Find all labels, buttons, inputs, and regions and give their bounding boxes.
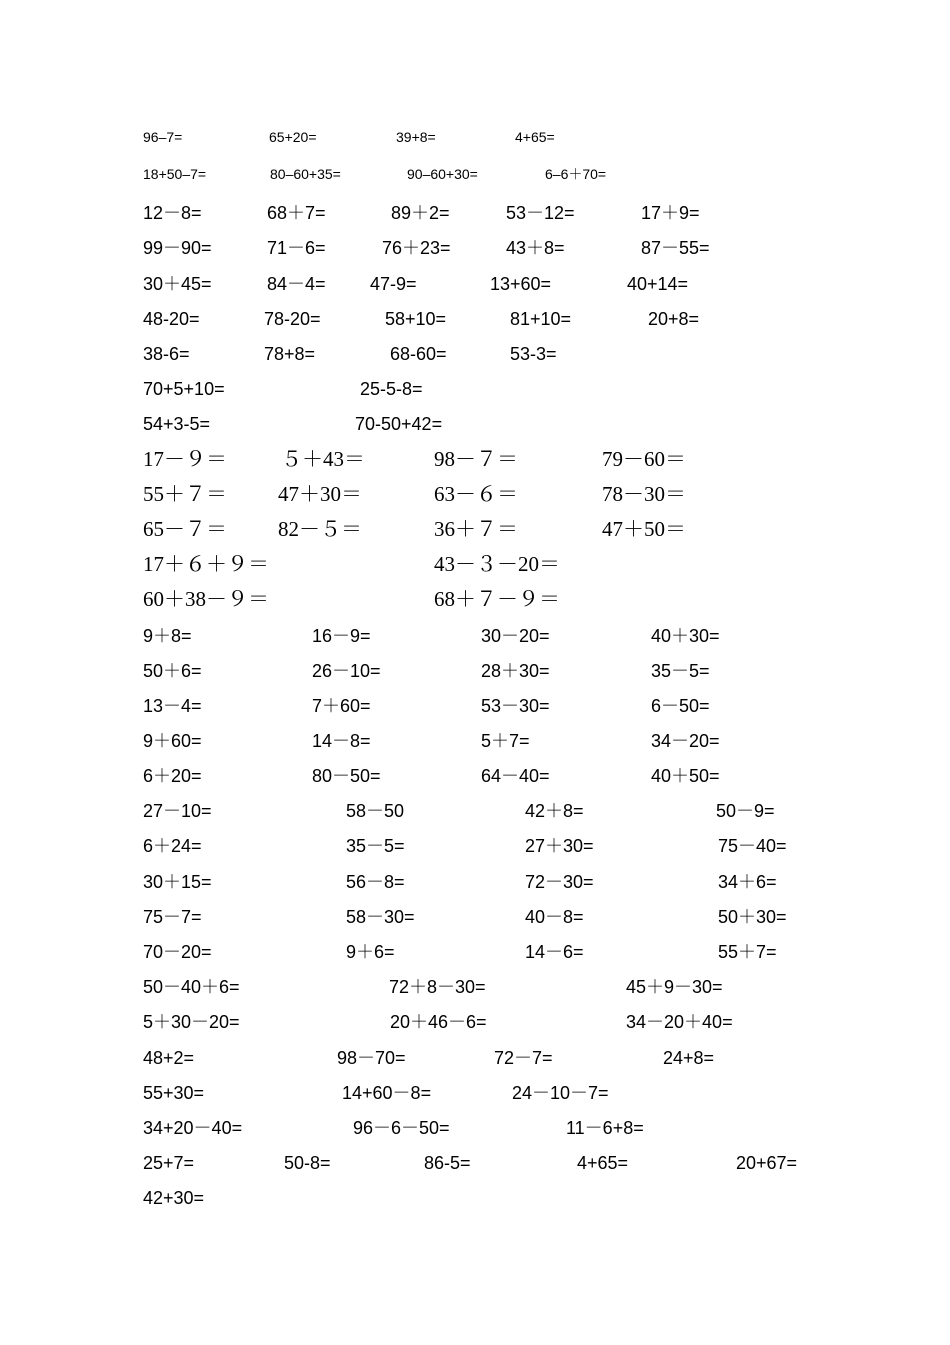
problem-row	[0, 482, 950, 512]
math-problem: 43－３－20＝	[434, 552, 560, 576]
math-problem: 58－30=	[346, 907, 415, 927]
math-problem: 68-60=	[390, 344, 447, 364]
math-problem: 42＋8=	[525, 801, 584, 821]
problem-row	[0, 587, 950, 617]
math-problem: 14+60－8=	[342, 1083, 432, 1103]
math-problem: 55+30=	[143, 1083, 205, 1103]
math-problem: 30＋45=	[143, 274, 212, 294]
problem-row	[0, 799, 950, 829]
math-problem: 60＋38－９＝	[143, 587, 269, 611]
math-problem: 20+67=	[736, 1153, 798, 1173]
math-problem: 34－20＋40=	[626, 1012, 733, 1032]
math-problem: 24－10－7=	[512, 1083, 609, 1103]
math-problem: 38-6=	[143, 344, 190, 364]
math-problem: 50＋30=	[718, 907, 787, 927]
math-problem: 9＋6=	[346, 942, 395, 962]
math-problem: 9＋60=	[143, 731, 202, 751]
math-problem: 13－4=	[143, 696, 202, 716]
math-problem: 24+8=	[663, 1048, 715, 1068]
math-problem: 36＋７＝	[434, 517, 518, 541]
problem-row	[0, 552, 950, 582]
math-problem: 84－4=	[267, 274, 326, 294]
math-problem: 75－40=	[718, 836, 787, 856]
math-problem: 35－5=	[346, 836, 405, 856]
math-problem: 48+2=	[143, 1048, 195, 1068]
math-problem: 72－7=	[494, 1048, 553, 1068]
math-problem: 53－30=	[481, 696, 550, 716]
math-problem: 72＋8－30=	[389, 977, 486, 997]
math-problem: 86-5=	[424, 1153, 471, 1173]
problem-row	[0, 1010, 950, 1040]
math-problem: 45＋9－30=	[626, 977, 723, 997]
math-problem: 34＋6=	[718, 872, 777, 892]
problem-row	[0, 905, 950, 935]
math-problem: 12－8=	[143, 203, 202, 223]
math-problem: 40＋30=	[651, 626, 720, 646]
problem-row	[0, 377, 950, 407]
math-problem: 17－９＝	[143, 447, 227, 471]
math-problem: 40－8=	[525, 907, 584, 927]
problem-row	[0, 412, 950, 442]
math-problem: 30－20=	[481, 626, 550, 646]
math-problem: 42+30=	[143, 1188, 205, 1208]
problem-row	[0, 729, 950, 759]
problem-row	[0, 940, 950, 970]
math-problem: 71－6=	[267, 238, 326, 258]
math-problem: 5＋7=	[481, 731, 530, 751]
math-problem: 47＋30＝	[278, 482, 362, 506]
math-problem: 4+65=	[515, 129, 555, 145]
problem-row	[0, 307, 950, 337]
math-problem: 63－６＝	[434, 482, 518, 506]
math-problem: 70－20=	[143, 942, 212, 962]
math-problem: 40+14=	[627, 274, 689, 294]
math-problem: 7＋60=	[312, 696, 371, 716]
math-problem: 26－10=	[312, 661, 381, 681]
math-problem: 65+20=	[269, 129, 317, 145]
math-problem: 43＋8=	[506, 238, 565, 258]
math-problem: 14－8=	[312, 731, 371, 751]
math-problem: 50－40＋6=	[143, 977, 240, 997]
problem-row	[0, 659, 950, 689]
math-problem: 39+8=	[396, 129, 436, 145]
math-problem: 65－７＝	[143, 517, 227, 541]
math-problem: 68＋７－９＝	[434, 587, 560, 611]
math-problem: 78-20=	[264, 309, 321, 329]
math-problem: 53－12=	[506, 203, 575, 223]
math-problem: 13+60=	[490, 274, 552, 294]
math-problem: 75－7=	[143, 907, 202, 927]
math-problem: 25-5-8=	[360, 379, 423, 399]
problem-row	[0, 624, 950, 654]
math-problem: 87－55=	[641, 238, 710, 258]
math-problem: 6＋24=	[143, 836, 202, 856]
math-problem: 40＋50=	[651, 766, 720, 786]
math-problem: 17＋9=	[641, 203, 700, 223]
math-problem: 68＋7=	[267, 203, 326, 223]
problem-row	[0, 1081, 950, 1111]
math-problem: 80–60+35=	[270, 166, 341, 182]
problem-row	[0, 870, 950, 900]
math-problem: 89＋2=	[391, 203, 450, 223]
math-problem: 50－9=	[716, 801, 775, 821]
math-problem: 27－10=	[143, 801, 212, 821]
math-problem: 35－5=	[651, 661, 710, 681]
problem-row	[0, 834, 950, 864]
math-problem: 54+3-5=	[143, 414, 211, 434]
math-problem: 27＋30=	[525, 836, 594, 856]
math-problem: 17＋６＋９＝	[143, 552, 269, 576]
math-problem: 9＋8=	[143, 626, 192, 646]
problem-row	[0, 272, 950, 302]
problem-row	[0, 975, 950, 1005]
problem-row	[0, 1046, 950, 1076]
math-problem: 98－７＝	[434, 447, 518, 471]
problem-row	[0, 1186, 950, 1216]
problem-row	[0, 694, 950, 724]
problem-row	[0, 1151, 950, 1181]
math-problem: 11－6+8=	[566, 1118, 644, 1138]
math-problem: 16－9=	[312, 626, 371, 646]
math-problem: 50-8=	[284, 1153, 331, 1173]
math-problem: 30＋15=	[143, 872, 212, 892]
math-problem: 96–7=	[143, 129, 183, 145]
problem-row	[0, 164, 950, 194]
math-problem: 34－20=	[651, 731, 720, 751]
math-problem: 6＋20=	[143, 766, 202, 786]
math-problem: 20＋46－6=	[390, 1012, 487, 1032]
math-problem: 53-3=	[510, 344, 557, 364]
math-problem: 99－90=	[143, 238, 212, 258]
problem-row	[0, 127, 950, 157]
math-problem: 5＋30－20=	[143, 1012, 240, 1032]
math-problem: 78－30＝	[602, 482, 686, 506]
problem-row	[0, 447, 950, 477]
math-problem: 80－50=	[312, 766, 381, 786]
math-problem: 47-9=	[370, 274, 417, 294]
math-problem: 6–6＋70=	[545, 166, 607, 182]
math-problem: 70-50+42=	[355, 414, 443, 434]
math-problem: 70+5+10=	[143, 379, 225, 399]
math-problem: 98－70=	[337, 1048, 406, 1068]
math-problem: 82－５＝	[278, 517, 362, 541]
problem-row	[0, 764, 950, 794]
math-problem: 64－40=	[481, 766, 550, 786]
math-problem: 55＋7=	[718, 942, 777, 962]
math-problem: 20+8=	[648, 309, 700, 329]
math-problem: 55＋７＝	[143, 482, 227, 506]
problem-row	[0, 517, 950, 547]
math-problem: 58－50	[346, 801, 405, 821]
math-problem: 72－30=	[525, 872, 594, 892]
math-problem: 14－6=	[525, 942, 584, 962]
math-problem: 34+20－40=	[143, 1118, 243, 1138]
math-problem: 79－60＝	[602, 447, 686, 471]
math-problem: 28＋30=	[481, 661, 550, 681]
problem-row	[0, 1116, 950, 1146]
math-problem: 90–60+30=	[407, 166, 478, 182]
problem-row	[0, 236, 950, 266]
math-problem: 48-20=	[143, 309, 200, 329]
math-problem: 81+10=	[510, 309, 572, 329]
math-problem: 4+65=	[577, 1153, 629, 1173]
problem-row	[0, 342, 950, 372]
problem-row	[0, 201, 950, 231]
math-problem: 96－6－50=	[353, 1118, 450, 1138]
math-problem: 6－50=	[651, 696, 710, 716]
math-problem: 78+8=	[264, 344, 316, 364]
math-problem: 25+7=	[143, 1153, 195, 1173]
math-problem: 58+10=	[385, 309, 447, 329]
math-problem: 47＋50＝	[602, 517, 686, 541]
math-problem: ５＋43＝	[281, 447, 365, 471]
math-problem: 76＋23=	[382, 238, 451, 258]
math-problem: 56－8=	[346, 872, 405, 892]
math-problem: 18+50–7=	[143, 166, 207, 182]
math-problem: 50＋6=	[143, 661, 202, 681]
